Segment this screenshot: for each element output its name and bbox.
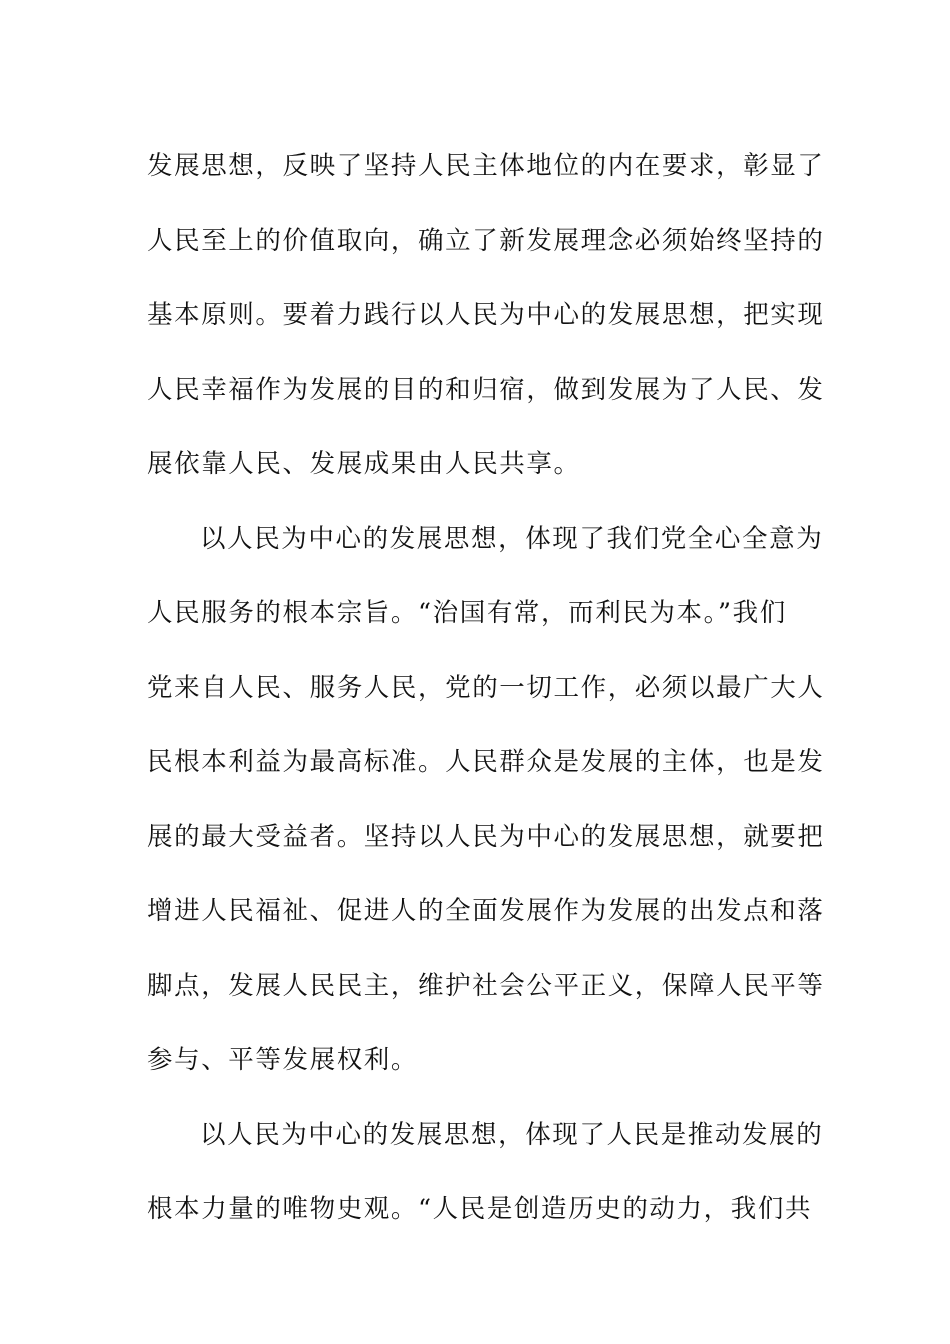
text-line: 人民服务的根本宗旨。“治国有常，而利民为本。”我们 — [147, 598, 787, 628]
text-line: 展的最大受益者。坚持以人民为中心的发展思想，就要把 — [147, 821, 825, 852]
text-line: 参与、平等发展权利。 — [147, 1045, 419, 1075]
text-line: 发展思想，反映了坚持人民主体地位的内在要求，彰显了 — [147, 151, 825, 181]
paragraph-start-line: 以人民为中心的发展思想，体现了人民是推动发展的 — [200, 1119, 824, 1150]
text-line: 人民至上的价值取向，确立了新发展理念必须始终坚持的 — [147, 225, 825, 256]
paragraph-start-line: 以人民为中心的发展思想，体现了我们党全心全意为 — [200, 523, 824, 554]
text-line: 人民幸福作为发展的目的和归宿，做到发展为了人民、发 — [147, 374, 825, 405]
document-body — [147, 129, 825, 1247]
text-line: 基本原则。要着力践行以人民为中心的发展思想，把实现 — [147, 300, 825, 330]
text-line: 根本力量的唯物史观。“人民是创造历史的动力，我们共 — [147, 1194, 813, 1224]
text-line: 民根本利益为最高标准。人民群众是发展的主体，也是发 — [147, 747, 825, 777]
text-line: 脚点，发展人民民主，维护社会公平正义，保障人民平等 — [147, 970, 825, 1001]
text-line: 展依靠人民、发展成果由人民共享。 — [147, 449, 581, 479]
text-line: 增进人民福祉、促进人的全面发展作为发展的出发点和落 — [147, 896, 825, 926]
text-line: 党来自人民、服务人民，党的一切工作，必须以最广大人 — [147, 672, 825, 703]
